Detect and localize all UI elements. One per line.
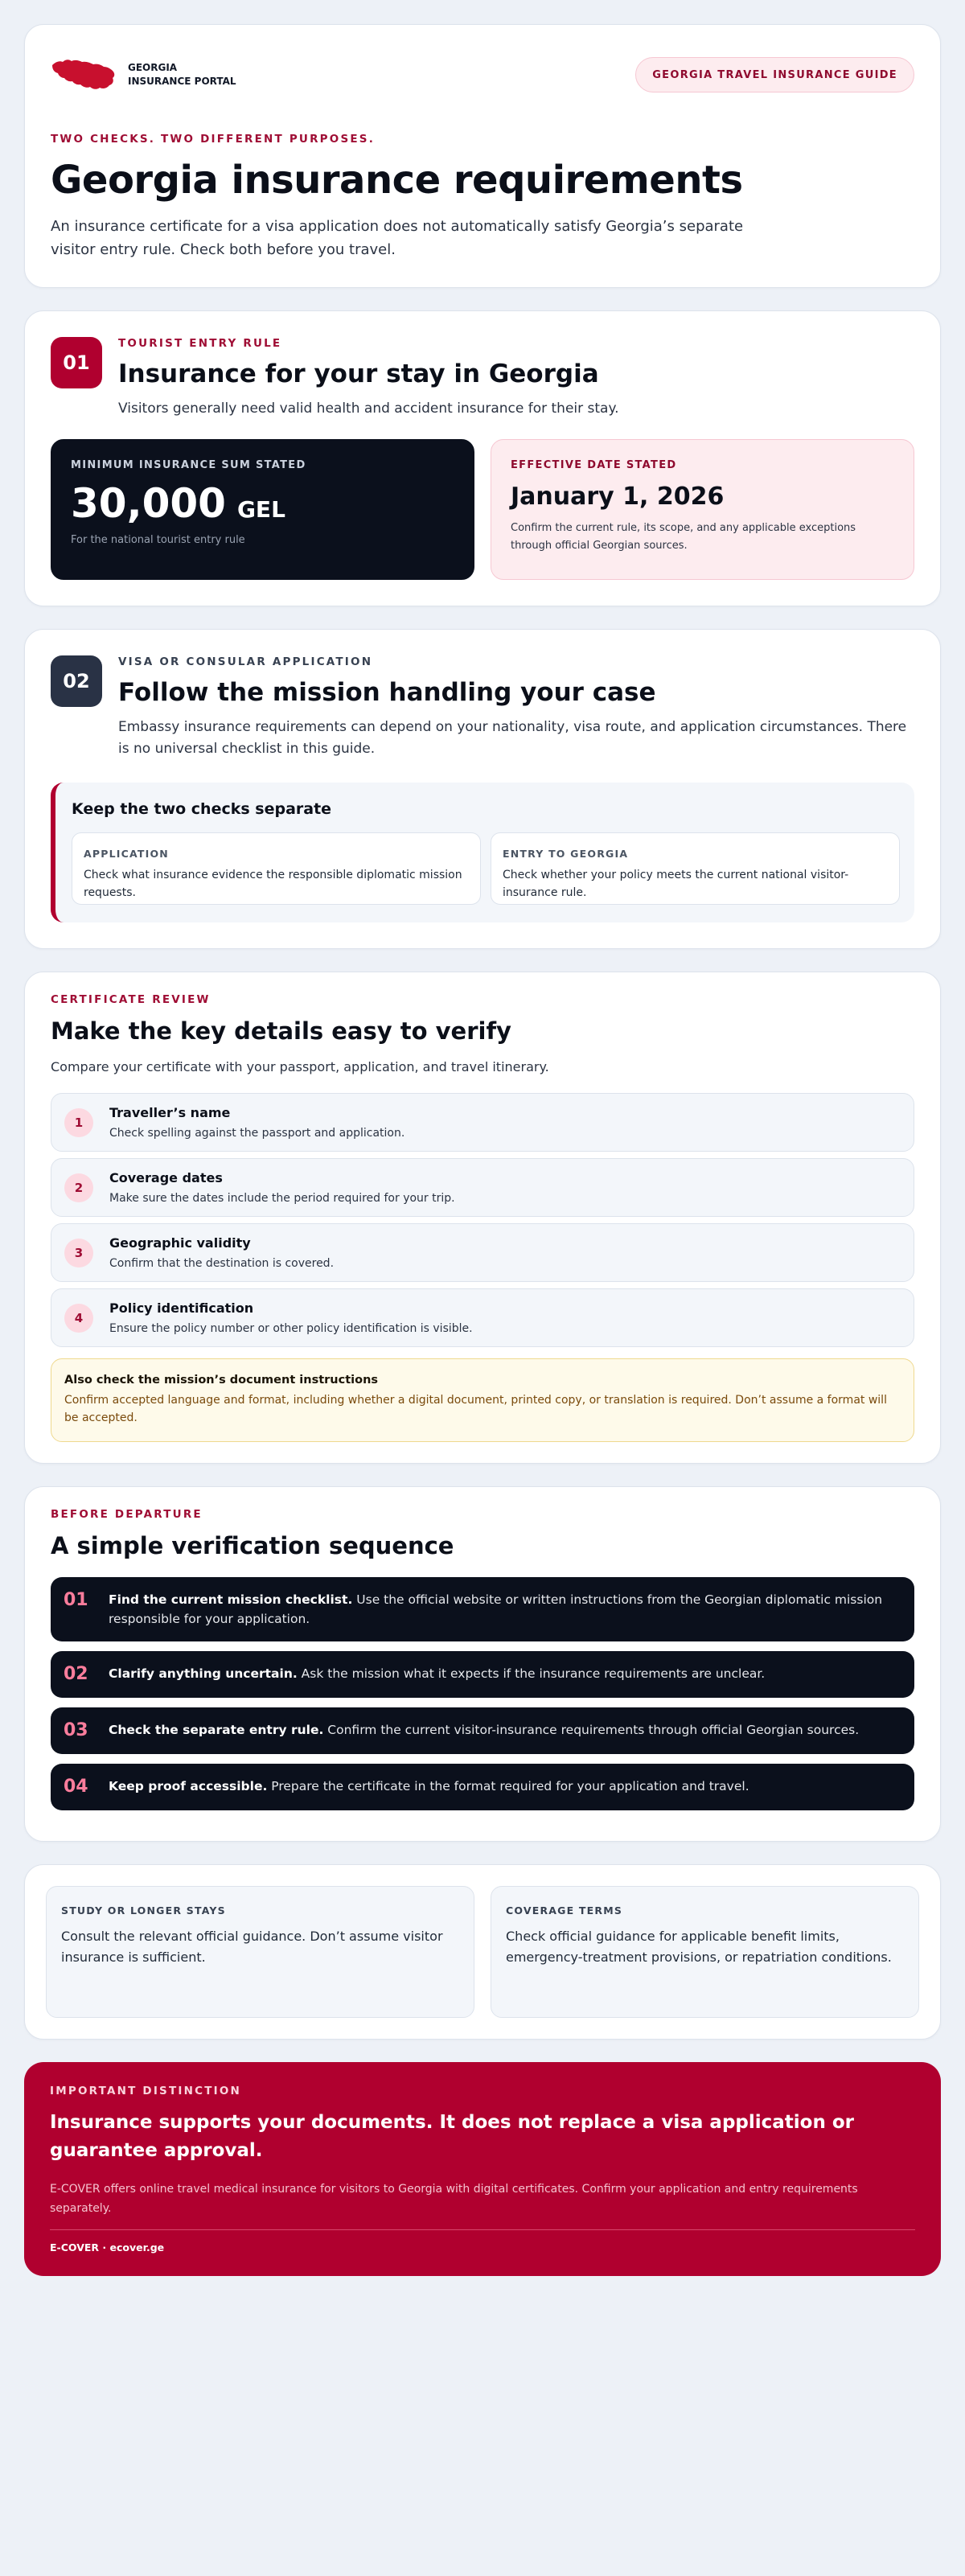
certificate-review-section (24, 972, 941, 1464)
section-text: Visitors generally need valid health and accident insurance for their stay. (118, 401, 619, 417)
list-item (51, 1223, 914, 1282)
section-title: Follow the mission handling your case (118, 678, 656, 707)
step-number: 02 (64, 1664, 88, 1684)
box-text: Check what insurance evidence the responsible diplomatic mission requests. (84, 869, 462, 899)
footer-brand-link[interactable]: E-COVER · ecover.ge (50, 2241, 165, 2253)
document-instructions-warning (51, 1358, 914, 1442)
step-text (109, 1590, 901, 1629)
step-number: 04 (64, 1777, 88, 1797)
item-number: 2 (64, 1173, 93, 1202)
item-number: 4 (64, 1304, 93, 1333)
georgia-map-icon (51, 57, 117, 92)
list-item (51, 1158, 914, 1217)
step-text (109, 1720, 859, 1740)
minimum-sum-label: MINIMUM INSURANCE SUM STATED (71, 459, 306, 471)
item-number: 1 (64, 1108, 93, 1137)
section-subtitle: Compare your certificate with your passport, application, and travel itinerary. (51, 1059, 549, 1074)
application-check-box (72, 832, 481, 905)
additional-guidance-section (24, 1864, 941, 2040)
section-title: Insurance for your stay in Georgia (118, 359, 599, 388)
step-bold: Check the separate entry rule. (109, 1723, 324, 1737)
footer-title: Insurance supports your documents. It does not replace a visa application or guarantee approval. (50, 2112, 855, 2161)
header-eyebrow: TWO CHECKS. TWO DIFFERENT PURPOSES. (51, 133, 376, 146)
effective-date-value: January 1, 2026 (511, 483, 725, 511)
entry-check-box (491, 832, 900, 905)
minimum-sum-unit: GEL (236, 496, 285, 523)
step-bold: Find the current mission checklist. (109, 1592, 353, 1607)
brand[interactable] (51, 57, 236, 92)
item-desc: Make sure the dates include the period required for your trip. (109, 1192, 455, 1205)
step-item (51, 1707, 914, 1754)
separate-checks-panel (51, 783, 914, 922)
item-title: Geographic validity (109, 1235, 251, 1251)
section-number-badge: 01 (51, 337, 102, 388)
header-card (24, 24, 941, 288)
section-eyebrow: CERTIFICATE REVIEW (51, 993, 211, 1006)
brand-line2: INSURANCE PORTAL (128, 76, 236, 87)
box-text: Check whether your policy meets the current national visitor-insurance rule. (503, 869, 849, 899)
box-text: Check official guidance for applicable benefit limits, emergency-treatment provisions, or repatriation conditions. (506, 1929, 892, 1965)
section-text: Embassy insurance requirements can depend on your nationality, visa route, and application circumstances. There is no universal checklist in this guide. (118, 719, 907, 757)
list-item (51, 1288, 914, 1347)
page-title: Georgia insurance requirements (51, 158, 743, 203)
step-rest: Confirm the current visitor-insurance requirements through official Georgian sources. (323, 1723, 860, 1737)
footer-eyebrow: IMPORTANT DISTINCTION (50, 2085, 242, 2097)
effective-date-label: EFFECTIVE DATE STATED (511, 459, 677, 471)
step-rest: Prepare the certificate in the format required for your application and travel. (267, 1779, 749, 1793)
item-desc: Ensure the policy number or other policy identification is visible. (109, 1322, 473, 1335)
minimum-sum-value: 30,000 (71, 480, 226, 527)
item-title: Traveller’s name (109, 1105, 231, 1120)
brand-line1: GEORGIA (128, 62, 178, 73)
box-text: Consult the relevant official guidance. Don’t assume visitor insurance is sufficient. (61, 1929, 443, 1965)
minimum-sum-note: For the national tourist entry rule (71, 534, 245, 546)
brand-name (128, 61, 236, 88)
step-item (51, 1651, 914, 1698)
item-number: 3 (64, 1239, 93, 1267)
box-label: ENTRY TO GEORGIA (503, 848, 629, 860)
warning-text: Confirm accepted language and format, including whether a digital document, printed copy, or translation is required. Don’t assume a format will be accepted. (64, 1394, 887, 1424)
item-desc: Confirm that the destination is covered. (109, 1257, 335, 1270)
step-bold: Keep proof accessible. (109, 1779, 268, 1793)
step-bold: Clarify anything uncertain. (109, 1666, 298, 1681)
important-distinction-footer (24, 2062, 941, 2276)
step-number: 03 (64, 1720, 88, 1740)
section-eyebrow: BEFORE DEPARTURE (51, 1508, 203, 1521)
box-label: STUDY OR LONGER STAYS (61, 1904, 226, 1917)
verification-sequence-section (24, 1486, 941, 1842)
item-title: Policy identification (109, 1300, 254, 1316)
item-desc: Check spelling against the passport and application. (109, 1127, 405, 1140)
box-label: COVERAGE TERMS (506, 1904, 623, 1917)
tourist-entry-section (24, 310, 941, 606)
footer-text: E-COVER offers online travel medical insurance for visitors to Georgia with digital certificates. Confirm your application and entry requirements separately. (50, 2183, 858, 2215)
step-item (51, 1764, 914, 1810)
visa-application-section (24, 629, 941, 949)
section-eyebrow: TOURIST ENTRY RULE (118, 337, 282, 350)
step-list (51, 1577, 914, 1810)
step-rest: Use the official website or written instructions from the Georgian diplomatic mission responsible for your application. (109, 1592, 883, 1626)
section-title: A simple verification sequence (51, 1532, 454, 1559)
page-lead: An insurance certificate for a visa application does not automatically satisfy Georgia’s separate visitor entry rule. Check both before you travel. (51, 218, 744, 258)
list-item (51, 1093, 914, 1152)
step-number: 01 (64, 1590, 88, 1610)
brand-row (51, 57, 914, 92)
effective-date-card (491, 439, 914, 580)
stat-row (51, 439, 914, 580)
effective-date-desc: Confirm the current rule, its scope, and any applicable exceptions through official Georgian sources. (511, 522, 856, 552)
step-rest: Ask the mission what it expects if the insurance requirements are unclear. (297, 1666, 766, 1681)
step-item (51, 1577, 914, 1641)
coverage-terms-box (491, 1886, 919, 2018)
guide-badge[interactable]: GEORGIA TRAVEL INSURANCE GUIDE (635, 57, 914, 92)
section-number-badge: 02 (51, 655, 102, 707)
study-longer-stays-box (46, 1886, 474, 2018)
minimum-sum-card (51, 439, 474, 580)
warning-title: Also check the mission’s document instructions (64, 1374, 379, 1387)
section-eyebrow: VISA OR CONSULAR APPLICATION (118, 655, 373, 668)
step-text (109, 1777, 749, 1796)
section-title: Make the key details easy to verify (51, 1017, 511, 1045)
item-title: Coverage dates (109, 1170, 223, 1185)
check-list (51, 1093, 914, 1347)
box-label: APPLICATION (84, 848, 169, 860)
separate-checks-title: Keep the two checks separate (72, 800, 332, 818)
step-text (109, 1664, 765, 1683)
footer-divider (50, 2229, 915, 2230)
